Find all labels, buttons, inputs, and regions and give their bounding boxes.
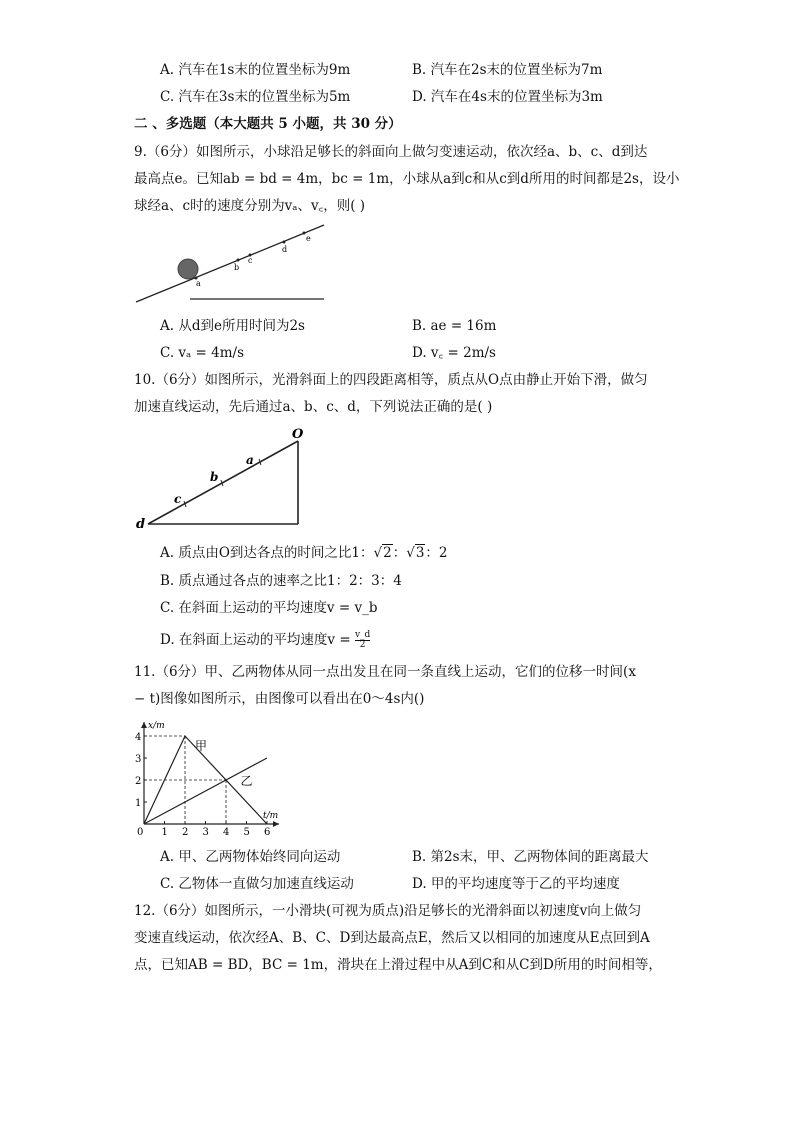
q8-option-c: C. 汽车在3s末的位置坐标为5m <box>160 89 351 105</box>
y-tick-label: 1 <box>135 798 142 809</box>
q9-option-d: D. v꜀ = 2m/s <box>412 345 496 361</box>
q10-option-d <box>160 630 370 650</box>
point-label-o: O <box>292 427 304 442</box>
q12-stem-line2: 变速直线运动，依次经A、B、C、D到达最高点E，然后又以相同的加速度从E点回到A <box>134 930 650 946</box>
series-yi-line <box>144 758 267 824</box>
x-tick-label: 4 <box>223 827 230 838</box>
x-axis-arrow <box>273 821 279 827</box>
q11-option-c: C. 乙物体一直做匀加速直线运动 <box>160 876 354 892</box>
q8-option-d: D. 汽车在4s末的位置坐标为3m <box>412 89 603 105</box>
x-tick-label: 3 <box>202 827 209 838</box>
y-tick-label: 4 <box>135 732 142 743</box>
series-yi-label: 乙 <box>240 774 253 788</box>
y-axis-arrow <box>141 722 147 728</box>
q9-option-b: B. ae = 16m <box>412 318 497 334</box>
x-tick-label: 5 <box>243 827 250 838</box>
q10-option-a-tail: ：2 <box>425 545 448 561</box>
sqrt-3: 3 <box>415 545 425 561</box>
point-label-b: b <box>234 263 240 272</box>
q8-option-a: A. 汽车在1s末的位置坐标为9m <box>160 62 351 78</box>
point-label-d: d <box>136 517 146 532</box>
q11-stem-line2: − t)图像如图所示，由图像可以看出在0～4s内() <box>134 691 425 707</box>
point-label-a: a <box>196 279 201 288</box>
q12-stem-line3: 点，已知AB = BD，BC = 1m，滑块在上滑过程中从A到C和从C到D所用的时间相等， <box>134 957 662 973</box>
y-axis-label: x/m <box>148 721 165 731</box>
fraction <box>355 631 370 650</box>
x-tick-label: 2 <box>182 827 189 838</box>
q9-incline-figure <box>130 222 330 306</box>
series-jia-label: 甲 <box>195 739 208 753</box>
point-label-c: c <box>174 492 182 506</box>
q9-stem-line1: 9.（6分）如图所示，小球沿足够长的斜面向上做匀变速运动，依次经a、b、c、d到达 <box>134 144 648 160</box>
q9-option-c: C. vₐ = 4m/s <box>160 345 245 361</box>
point-label-c: c <box>248 256 253 265</box>
q10-option-a: A. 质点由O到达各点的时间之比1：√2：√3：2 <box>160 545 448 561</box>
q10-option-c: C. 在斜面上运动的平均速度v = v_b <box>160 600 378 616</box>
q11-option-b: B. 第2s末，甲、乙两物体间的距离最大 <box>412 849 649 865</box>
q10-option-a-text: A. 质点由O到达各点的时间之比1： <box>160 545 374 561</box>
q9-option-a: A. 从d到e所用时间为2s <box>160 318 305 334</box>
x-tick-label: 0 <box>137 827 144 838</box>
q9-stem-line2: 最高点e。已知ab = bd = 4m，bc = 1m，小球从a到c和从c到d所用的时间都是2s，设小 <box>134 171 680 187</box>
ratio-colon: ： <box>392 545 407 561</box>
q10-option-d-text: D. 在斜面上运动的平均速度v = <box>160 632 351 648</box>
q11-stem-line1: 11.（6分）甲、乙两物体从同一点出发且在同一条直线上运动，它们的位移一时间(x <box>134 664 636 680</box>
sqrt-2: 2 <box>383 545 392 561</box>
q9-stem-line3: 球经a、c时的速度分别为vₐ、v꜀，则( ) <box>134 198 366 214</box>
q10-stem-line2: 加速直线运动，先后通过a、b、c、d，下列说法正确的是( ) <box>134 399 493 415</box>
q10-incline-figure <box>132 424 312 534</box>
section-heading: 二 、多选题（本大题共 5 小题，共 30 分） <box>134 116 402 132</box>
fraction-denominator: 2 <box>355 640 370 650</box>
x-tick-label: 6 <box>264 827 271 838</box>
q11-option-d: D. 甲的平均速度等于乙的平均速度 <box>412 876 620 892</box>
point-label-e: e <box>306 234 311 243</box>
q11-xt-chart <box>128 714 304 840</box>
fraction-numerator: v_d <box>354 630 371 640</box>
x-tick-label: 1 <box>161 827 168 838</box>
ball-icon <box>178 259 198 279</box>
q8-option-b: B. 汽车在2s末的位置坐标为7m <box>412 62 603 78</box>
y-tick-label: 2 <box>135 776 142 787</box>
point-label-b: b <box>210 470 219 484</box>
x-axis-label: t/m <box>263 811 279 821</box>
q11-option-a: A. 甲、乙两物体始终同向运动 <box>160 849 341 865</box>
q10-stem-line1: 10.（6分）如图所示，光滑斜面上的四段距离相等，质点从O点由静止开始下滑，做匀 <box>134 372 648 388</box>
q12-stem-line1: 12.（6分）如图所示，一小滑块(可视为质点)沿足够长的光滑斜面以初速度v向上做匀 <box>134 903 642 919</box>
y-tick-label: 3 <box>135 754 142 765</box>
q10-option-b: B. 质点通过各点的速率之比1：2：3：4 <box>160 573 402 589</box>
point-label-a: a <box>246 453 254 467</box>
point-label-d: d <box>282 245 288 254</box>
